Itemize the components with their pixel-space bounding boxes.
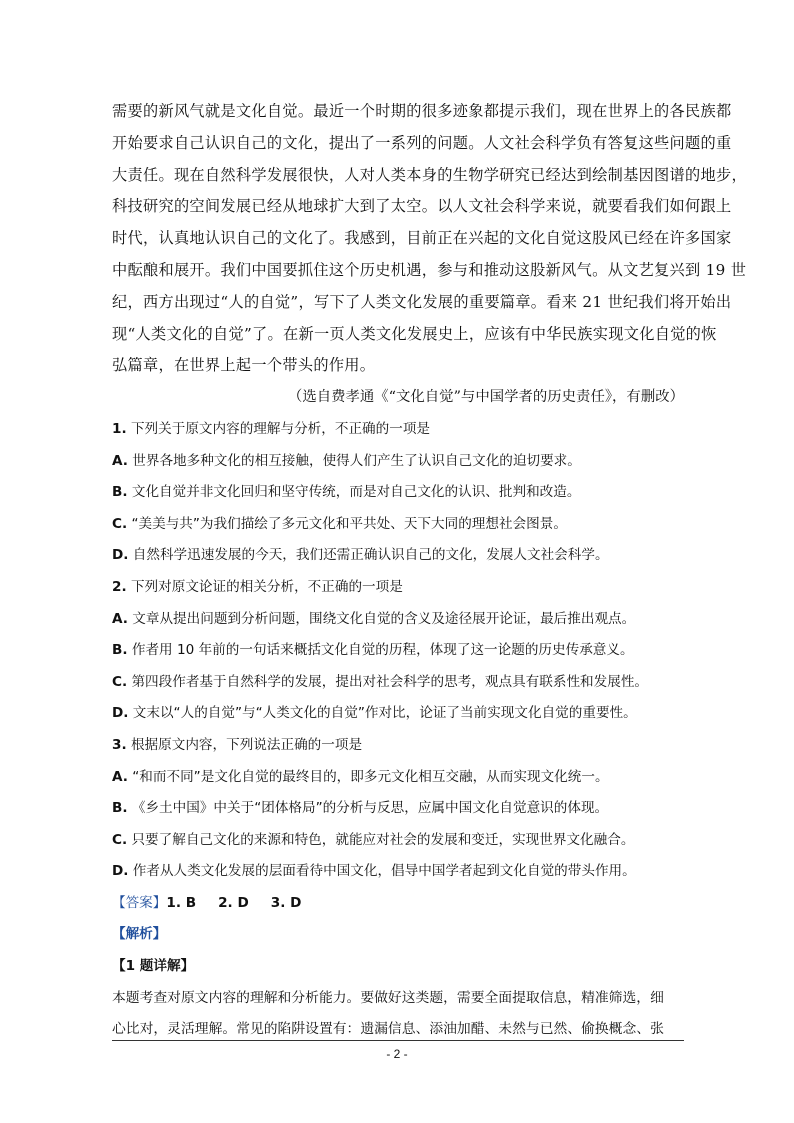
option-a xyxy=(112,446,684,478)
option-text: 文化自觉并非文化回归和坚守传统，而是对自己文化的认识、批判和改造。 xyxy=(131,484,581,501)
analysis-label: 【解析】 xyxy=(112,926,167,943)
option-text: 第四段作者基于自然科学的发展，提出对社会科学的思考，观点具有联系性和发展性。 xyxy=(131,673,649,690)
option-letter: B. xyxy=(112,642,128,659)
answer-item: 2. D xyxy=(218,894,249,911)
passage-line: 弘篇章，在世界上起一个带头的作用。 xyxy=(112,356,376,375)
page-number: - 2 - xyxy=(386,1047,408,1061)
question-text: 根据原文内容，下列说法正确的一项是 xyxy=(130,736,363,753)
passage-line: 中酝酿和展开。我们中国要抓住这个历史机遇，参与和推动这股新风气。从文艺复兴到 19 世 xyxy=(112,260,747,279)
option-b xyxy=(112,477,684,509)
passage-line: 纪，西方出现过“人的自觉”，写下了人类文化发展的重要篇章。看来 21 世纪我们将开始出 xyxy=(112,292,732,311)
passage-source: （选自费孝通《“文化自觉”与中国学者的历史责任》，有删改） xyxy=(287,389,684,406)
option-text: 文章从提出问题到分析问题，围绕文化自觉的含义及途径展开论证，最后推出观点。 xyxy=(132,610,636,627)
question-2 xyxy=(112,572,684,730)
option-text: 作者从人类文化发展的层面看待中国文化，倡导中国学者起到文化自觉的带头作用。 xyxy=(132,863,636,880)
question-number: 3. xyxy=(112,736,127,753)
option-letter: A. xyxy=(112,768,128,785)
option-c xyxy=(112,667,684,699)
passage xyxy=(112,96,747,382)
question-number: 1. xyxy=(112,420,127,437)
answer-item: 3. D xyxy=(270,894,302,911)
option-text: 《乡土中国》中关于“团体格局”的分析与反思，应属中国文化自觉意识的体现。 xyxy=(131,800,609,817)
option-letter: C. xyxy=(112,673,128,690)
option-c xyxy=(112,825,684,857)
option-text: 只要了解自己文化的来源和特色，就能应对社会的发展和变迁，实现世界文化融合。 xyxy=(131,831,635,848)
option-text: “美美与共”为我们描绘了多元文化和平共处、天下大同的理想社会图景。 xyxy=(131,515,567,532)
analysis-line: 心比对，灵活理解。常见的陷阱设置有：遗漏信息、添油加醋、未然与已然、偷换概念、张 xyxy=(112,1021,664,1038)
question-text: 下列对原文论证的相关分析，不正确的一项是 xyxy=(130,578,403,595)
option-text: 世界各地多种文化的相互接触，使得人们产生了认识自己文化的迫切要求。 xyxy=(132,452,581,469)
passage-line: 科技研究的空间发展已经从地球扩大到了太空。以人文社会科学来说，就要看我们如何跟上 xyxy=(112,197,732,216)
passage-line: 开始要求自己认识自己的文化，提出了一系列的问题。人文社会科学负有答复这些问题的重 xyxy=(112,133,732,152)
option-a xyxy=(112,762,684,794)
passage-line: 大责任。现在自然科学发展很快，人对人类本身的生物学研究已经达到绘制基因图谱的地步， xyxy=(112,165,747,184)
option-letter: B. xyxy=(112,800,128,817)
document-page xyxy=(112,96,747,1046)
answer-item: 1. B xyxy=(166,894,197,911)
option-letter: C. xyxy=(112,515,128,532)
analysis-body xyxy=(112,983,684,1047)
question-stem xyxy=(112,572,684,604)
option-text: 作者用 10 年前的一句话来概括文化自觉的历程，体现了这一论题的历史传承意义。 xyxy=(131,642,634,659)
analysis-line: 本题考查对原文内容的理解和分析能力。要做好这类题，需要全面提取信息，精准筛选，细 xyxy=(112,989,664,1006)
option-d xyxy=(112,856,684,888)
option-a xyxy=(112,604,684,636)
option-text: 文末以“人的自觉”与“人类文化的自觉”作对比，论证了当前实现文化自觉的重要性。 xyxy=(132,705,637,722)
answer-label: 【答案】 xyxy=(112,894,167,911)
passage-line: 现“人类文化的自觉”了。在新一页人类文化发展史上，应该有中华民族实现文化自觉的恢 xyxy=(112,324,717,343)
question-text: 下列关于原文内容的理解与分析，不正确的一项是 xyxy=(130,420,431,437)
option-letter: D. xyxy=(112,705,129,722)
detail-title: 【1 题详解】 xyxy=(112,958,195,975)
question-3 xyxy=(112,730,684,888)
option-c xyxy=(112,509,684,541)
option-letter: B. xyxy=(112,484,128,501)
passage-line: 时代，认真地认识自己的文化了。我感到，目前正在兴起的文化自觉这股风已经在许多国家 xyxy=(112,229,732,248)
question-number: 2. xyxy=(112,578,127,595)
option-d xyxy=(112,540,684,572)
passage-line: 需要的新风气就是文化自觉。最近一个时期的很多迹象都提示我们，现在世界上的各民族都 xyxy=(112,102,732,120)
option-letter: A. xyxy=(112,610,128,627)
option-d xyxy=(112,698,684,730)
option-b xyxy=(112,793,684,825)
question-stem xyxy=(112,414,684,446)
question-stem xyxy=(112,730,684,762)
footer-divider xyxy=(112,1040,684,1041)
option-letter: A. xyxy=(112,452,128,469)
question-1 xyxy=(112,414,684,572)
answer-line xyxy=(112,888,684,920)
option-b xyxy=(112,635,684,667)
option-letter: D. xyxy=(112,863,129,880)
option-letter: C. xyxy=(112,831,128,848)
option-letter: D. xyxy=(112,547,129,564)
option-text: 自然科学迅速发展的今天，我们还需正确认识自己的文化，发展人文社会科学。 xyxy=(132,547,609,564)
option-text: “和而不同”是文化自觉的最终目的，即多元文化相互交融，从而实现文化统一。 xyxy=(132,768,609,785)
